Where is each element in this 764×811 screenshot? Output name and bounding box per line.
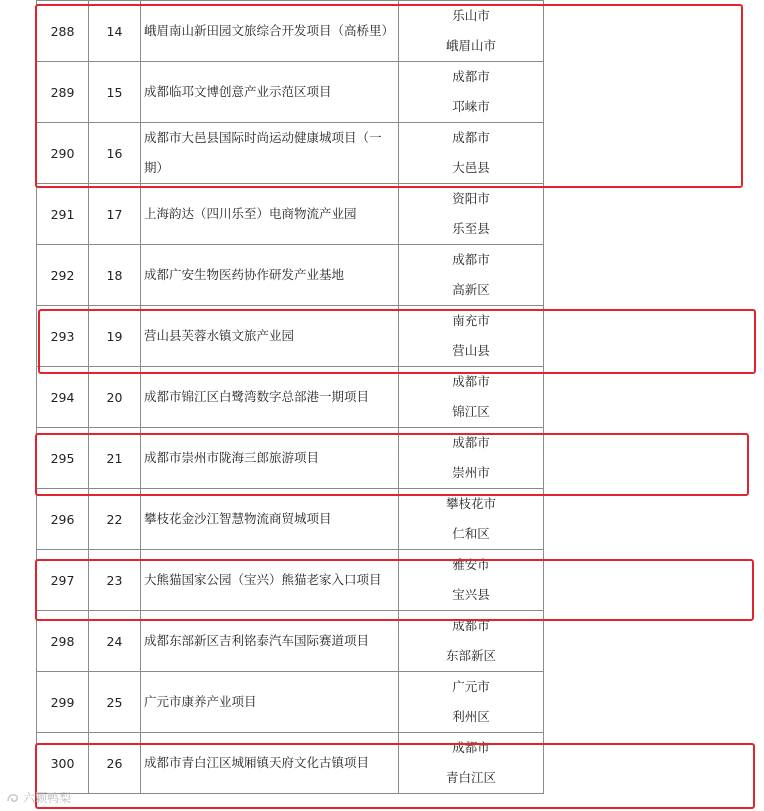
row-number: 299 xyxy=(37,672,89,733)
watermark xyxy=(6,789,71,806)
district-name: 东部新区 xyxy=(445,648,496,663)
row-sub-number: 21 xyxy=(89,428,141,489)
table-row xyxy=(37,672,544,733)
table-row xyxy=(37,611,544,672)
row-sub-number: 23 xyxy=(89,550,141,611)
logo-icon xyxy=(6,792,20,804)
location-cell xyxy=(399,62,544,123)
city-name: 攀枝花市 xyxy=(445,496,496,511)
city-name: 成都市 xyxy=(452,69,490,84)
row-number: 300 xyxy=(37,733,89,794)
table-row xyxy=(37,62,544,123)
row-number: 293 xyxy=(37,306,89,367)
table-row xyxy=(37,184,544,245)
row-sub-number: 26 xyxy=(89,733,141,794)
project-name: 成都东部新区吉利铭泰汽车国际赛道项目 xyxy=(141,611,399,672)
row-number: 295 xyxy=(37,428,89,489)
district-name: 利州区 xyxy=(452,709,490,724)
row-sub-number: 18 xyxy=(89,245,141,306)
district-name: 大邑县 xyxy=(452,160,490,175)
location-cell xyxy=(399,672,544,733)
row-number: 291 xyxy=(37,184,89,245)
location-cell xyxy=(399,184,544,245)
table-row xyxy=(37,733,544,794)
district-name: 锦江区 xyxy=(452,404,490,419)
project-name: 成都广安生物医药协作研发产业基地 xyxy=(141,245,399,306)
location-cell xyxy=(399,367,544,428)
district-name: 峨眉山市 xyxy=(445,38,496,53)
table-row xyxy=(37,1,544,62)
city-name: 成都市 xyxy=(452,130,490,145)
project-table xyxy=(36,0,544,794)
project-name: 上海韵达（四川乐至）电商物流产业园 xyxy=(141,184,399,245)
project-table-body xyxy=(37,1,544,794)
district-name: 青白江区 xyxy=(445,770,496,785)
location-cell xyxy=(399,550,544,611)
city-name: 成都市 xyxy=(452,618,490,633)
city-name: 雅安市 xyxy=(452,557,490,572)
city-name: 成都市 xyxy=(452,740,490,755)
location-cell xyxy=(399,428,544,489)
city-name: 成都市 xyxy=(452,374,490,389)
project-name: 攀枝花金沙江智慧物流商贸城项目 xyxy=(141,489,399,550)
table-row xyxy=(37,306,544,367)
row-sub-number: 14 xyxy=(89,1,141,62)
row-number: 298 xyxy=(37,611,89,672)
watermark-text: 六颗鸭梨 xyxy=(23,791,72,805)
project-name: 成都市青白江区城厢镇天府文化古镇项目 xyxy=(141,733,399,794)
row-sub-number: 25 xyxy=(89,672,141,733)
row-number: 290 xyxy=(37,123,89,184)
location-cell xyxy=(399,306,544,367)
row-sub-number: 24 xyxy=(89,611,141,672)
table-row xyxy=(37,123,544,184)
row-number: 297 xyxy=(37,550,89,611)
project-name: 峨眉南山新田园文旅综合开发项目（高桥里） xyxy=(141,1,399,62)
district-name: 宝兴县 xyxy=(452,587,490,602)
location-cell xyxy=(399,611,544,672)
table-row xyxy=(37,367,544,428)
district-name: 仁和区 xyxy=(452,526,490,541)
project-name: 成都市锦江区白鹭湾数字总部港一期项目 xyxy=(141,367,399,428)
table-row xyxy=(37,550,544,611)
row-sub-number: 16 xyxy=(89,123,141,184)
project-name: 成都市大邑县国际时尚运动健康城项目（一期） xyxy=(141,123,399,184)
table-row xyxy=(37,428,544,489)
district-name: 乐至县 xyxy=(452,221,490,236)
row-sub-number: 17 xyxy=(89,184,141,245)
row-number: 292 xyxy=(37,245,89,306)
row-sub-number: 15 xyxy=(89,62,141,123)
city-name: 南充市 xyxy=(452,313,490,328)
city-name: 乐山市 xyxy=(452,8,490,23)
project-name: 大熊猫国家公园（宝兴）熊猫老家入口项目 xyxy=(141,550,399,611)
city-name: 成都市 xyxy=(452,435,490,450)
table-row xyxy=(37,245,544,306)
district-name: 高新区 xyxy=(452,282,490,297)
row-number: 296 xyxy=(37,489,89,550)
city-name: 资阳市 xyxy=(452,191,490,206)
city-name: 广元市 xyxy=(452,679,490,694)
row-sub-number: 22 xyxy=(89,489,141,550)
location-cell xyxy=(399,1,544,62)
district-name: 崇州市 xyxy=(452,465,490,480)
location-cell xyxy=(399,245,544,306)
row-number: 294 xyxy=(37,367,89,428)
project-name: 广元市康养产业项目 xyxy=(141,672,399,733)
location-cell xyxy=(399,489,544,550)
city-name: 成都市 xyxy=(452,252,490,267)
district-name: 邛崃市 xyxy=(452,99,490,114)
row-number: 289 xyxy=(37,62,89,123)
row-sub-number: 19 xyxy=(89,306,141,367)
row-number: 288 xyxy=(37,1,89,62)
district-name: 营山县 xyxy=(452,343,490,358)
location-cell xyxy=(399,733,544,794)
table-row xyxy=(37,489,544,550)
row-sub-number: 20 xyxy=(89,367,141,428)
project-name: 成都市崇州市陇海三郎旅游项目 xyxy=(141,428,399,489)
project-name: 营山县芙蓉水镇文旅产业园 xyxy=(141,306,399,367)
location-cell xyxy=(399,123,544,184)
project-name: 成都临邛文博创意产业示范区项目 xyxy=(141,62,399,123)
